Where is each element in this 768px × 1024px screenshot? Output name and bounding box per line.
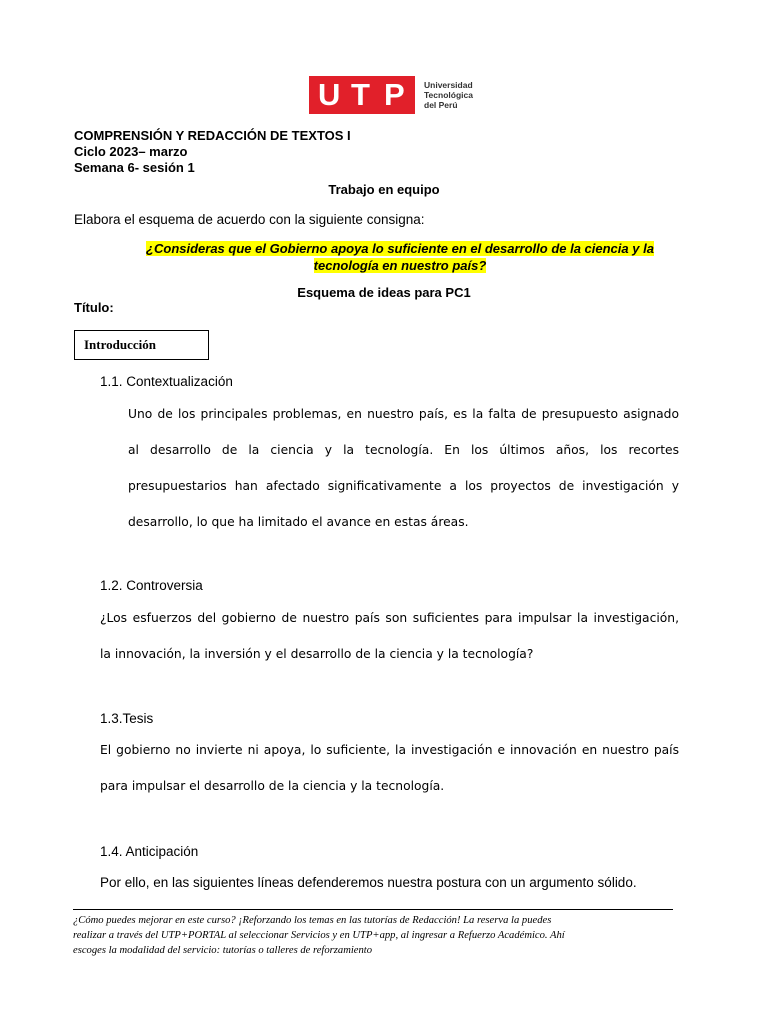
controversy-line: la innovación, la inversión y el desarrollo de la ciencia y la tecnología? xyxy=(100,647,534,661)
work-title: Trabajo en equipo xyxy=(328,182,440,197)
logo-line-1: Universidad xyxy=(424,80,473,90)
controversy-line: ¿Los esfuerzos del gobierno de nuestro país son suficientes para impulsar la investigación, xyxy=(100,611,679,625)
question xyxy=(105,240,695,274)
cycle-label: Ciclo 2023– marzo xyxy=(74,144,188,159)
logo-letter-p: P xyxy=(384,77,405,112)
question-line-2: tecnología en nuestro país? xyxy=(313,258,487,273)
controversy-heading: 1.2. Controversia xyxy=(100,578,203,593)
thesis-paragraph xyxy=(100,732,679,804)
thesis-line: para impulsar el desarrollo de la ciencia y la tecnología. xyxy=(100,779,445,793)
anticipation-heading: 1.4. Anticipación xyxy=(100,844,199,859)
footer-note xyxy=(73,913,673,958)
controversy-paragraph xyxy=(100,600,679,672)
context-heading: 1.1. Contextualización xyxy=(100,374,233,389)
intro-box xyxy=(74,330,209,360)
logo-line-3: del Perú xyxy=(424,100,458,110)
instruction-text: Elabora el esquema de acuerdo con la siguiente consigna: xyxy=(74,212,425,227)
logo-university-name xyxy=(424,80,473,110)
logo-line-2: Tecnológica xyxy=(424,90,473,100)
scheme-title: Esquema de ideas para PC1 xyxy=(297,285,471,300)
intro-label: Introducción xyxy=(84,337,156,352)
footer-divider xyxy=(73,909,673,910)
anticipation-text: Por ello, en las siguientes líneas defenderemos nuestra postura con un argumento sólido. xyxy=(100,875,637,890)
footer-line-1: ¿Cómo puedes mejorar en este curso? ¡Reforzando los temas en las tutorías de Redacción! La reserva la puedes xyxy=(73,915,552,926)
question-line-1: ¿Consideras que el Gobierno apoya lo suficiente en el desarrollo de la ciencia y la xyxy=(146,241,654,256)
thesis-heading: 1.3.Tesis xyxy=(100,711,154,726)
logo-letter-t: T xyxy=(351,77,370,112)
utp-logo xyxy=(309,76,473,114)
course-title: COMPRENSIÓN Y REDACCIÓN DE TEXTOS I xyxy=(74,128,351,143)
context-line: Uno de los principales problemas, en nuestro país, es la falta de presupuesto asignado xyxy=(128,407,679,421)
thesis-line: El gobierno no invierte ni apoya, lo suficiente, la investigación e innovación en nuestro país xyxy=(100,743,679,757)
week-session-label: Semana 6- sesión 1 xyxy=(74,160,195,175)
footer-line-3: escoges la modalidad del servicio: tutorías o talleres de reforzamiento xyxy=(73,945,373,956)
footer-line-2: realizar a través del UTP+PORTAL al seleccionar Servicios y en UTP+app, al ingresar a Refuerzo Académico. Ahí xyxy=(73,930,565,941)
logo-letter-u: U xyxy=(318,77,341,112)
title-label: Título: xyxy=(74,300,114,315)
context-line: al desarrollo de la ciencia y la tecnología. En los últimos años, los recortes xyxy=(128,443,679,457)
logo-red-block xyxy=(309,76,415,114)
context-line: desarrollo, lo que ha limitado el avance en estas áreas. xyxy=(128,515,469,529)
context-line: presupuestarios han afectado significativamente a los proyectos de investigación y xyxy=(128,479,679,493)
context-paragraph xyxy=(128,396,679,540)
